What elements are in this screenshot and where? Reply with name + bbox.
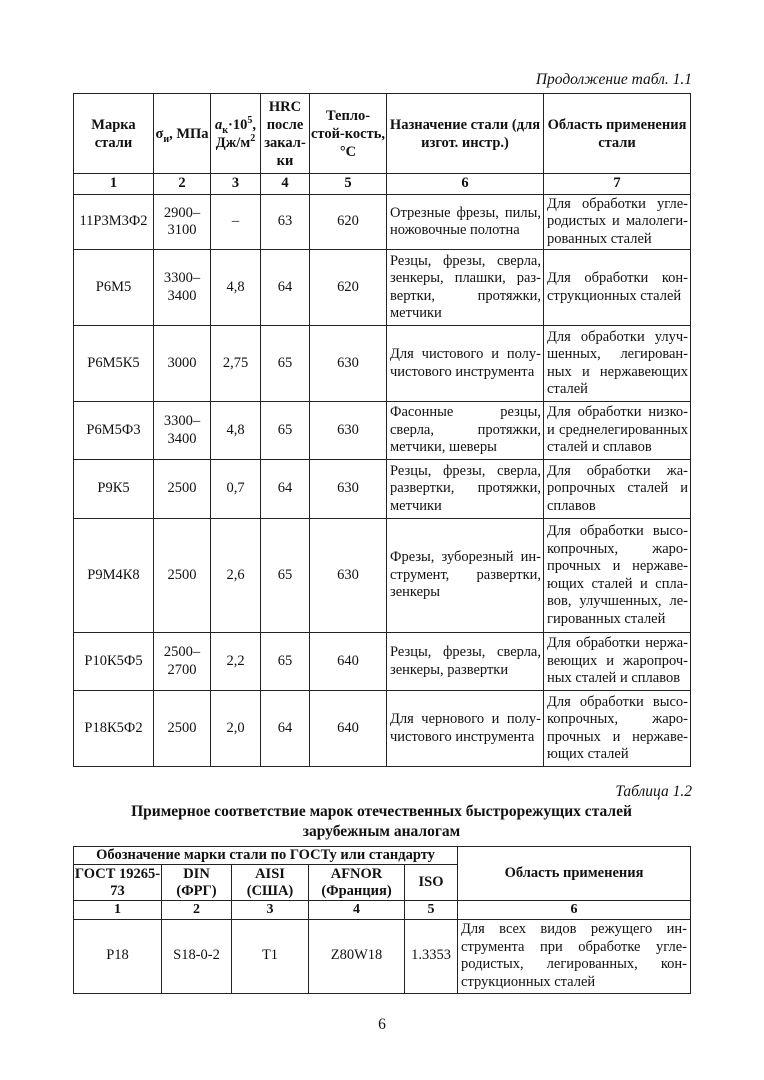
steel-properties-table — [73, 93, 691, 767]
col-number: 1 — [74, 901, 162, 920]
table2-title-line2: зарубежным аналогам — [302, 823, 461, 840]
cell-application: Для обработки кон-струкционных сталей — [544, 250, 691, 326]
table-row — [74, 195, 691, 250]
col-number: 6 — [458, 901, 691, 920]
col-number: 3 — [232, 901, 309, 920]
cell-sigma: 2900–3100 — [154, 195, 211, 250]
cell-heat: 620 — [310, 250, 387, 326]
cell-sigma: 2500–2700 — [154, 633, 211, 691]
cell-purpose: Резцы, фрезы, сверла, зенкеры, развертки — [387, 633, 544, 691]
continuation-label: Продолжение табл. 1.1 — [535, 71, 692, 88]
table-row — [74, 919, 691, 993]
cell-grade: Р18К5Ф2 — [74, 691, 154, 767]
steel-equivalents-table — [73, 846, 691, 994]
cell-hrc: 65 — [261, 519, 310, 633]
cell-sigma: 2500 — [154, 519, 211, 633]
header-sigma: $\sigma_и$, МПа — [154, 94, 211, 174]
header-application: Область применения стали — [544, 94, 691, 174]
cell-purpose: Фасонные резцы, сверла, протяжки, метчики, шеверы — [387, 402, 544, 460]
col-number: 5 — [310, 174, 387, 195]
cell-application: Для обработки низко- и среднелегированных сталей и сплавов — [544, 402, 691, 460]
col-number: 1 — [74, 174, 154, 195]
cell-impact: 2,0 — [211, 691, 261, 767]
header-afnor: AFNOR (Франция) — [309, 865, 405, 901]
cell-purpose: Для чистового и полу-чистового инструмента — [387, 326, 544, 402]
header-din: DIN (ФРГ) — [162, 865, 232, 901]
table-row — [74, 633, 691, 691]
col-number: 5 — [405, 901, 458, 920]
header-impact: $a_к\cdot 10^5$, $Дж/м^2$ — [211, 94, 261, 174]
cell-purpose: Резцы, фрезы, сверла, развертки, протяжки, метчики — [387, 460, 544, 519]
header-heat-resistance: Тепло-стой-кость, °С — [310, 94, 387, 174]
cell-grade: 11Р3М3Ф2 — [74, 195, 154, 250]
cell-impact: 2,75 — [211, 326, 261, 402]
table-row — [74, 402, 691, 460]
cell-afnor: Z80W18 — [309, 919, 405, 993]
cell-grade: Р9М4К8 — [74, 519, 154, 633]
cell-application: Для обработки высо-копрочных, жаро-прочных и нержаве-ющих сталей — [544, 691, 691, 767]
cell-purpose: Отрезные фрезы, пилы, ножовочные полотна — [387, 195, 544, 250]
cell-sigma: 2500 — [154, 691, 211, 767]
cell-hrc: 65 — [261, 402, 310, 460]
col-number: 3 — [211, 174, 261, 195]
cell-heat: 630 — [310, 402, 387, 460]
cell-hrc: 64 — [261, 250, 310, 326]
cell-grade: Р6М5К5 — [74, 326, 154, 402]
cell-heat: 620 — [310, 195, 387, 250]
cell-heat: 640 — [310, 633, 387, 691]
table-row — [74, 519, 691, 633]
table2-column-numbers — [74, 901, 691, 920]
cell-hrc: 64 — [261, 691, 310, 767]
col-number: 7 — [544, 174, 691, 195]
cell-application: Для обработки жа-ропрочных сталей и сплавов — [544, 460, 691, 519]
table-row — [74, 460, 691, 519]
table-row — [74, 326, 691, 402]
cell-application: Для обработки угле-родистых и малолеги-рованных сталей — [544, 195, 691, 250]
cell-hrc: 65 — [261, 633, 310, 691]
cell-grade: Р6М5Ф3 — [74, 402, 154, 460]
cell-iso: 1.3353 — [405, 919, 458, 993]
table-row — [74, 250, 691, 326]
cell-impact: – — [211, 195, 261, 250]
col-number: 6 — [387, 174, 544, 195]
cell-impact: 4,8 — [211, 250, 261, 326]
cell-sigma: 3300–3400 — [154, 402, 211, 460]
cell-sigma: 3000 — [154, 326, 211, 402]
table2-label: Таблица 1.2 — [615, 783, 692, 800]
cell-grade: Р9К5 — [74, 460, 154, 519]
table2-title — [73, 802, 690, 842]
header-standard-group: Обозначение марки стали по ГОСТу или стандарту — [74, 847, 458, 865]
cell-impact: 2,2 — [211, 633, 261, 691]
cell-application: Для обработки улуч-шенных, легирован-ных и нержавеющих сталей — [544, 326, 691, 402]
cell-hrc: 63 — [261, 195, 310, 250]
page-number: 6 — [378, 1016, 386, 1033]
cell-grade: Р10К5Ф5 — [74, 633, 154, 691]
table2-group-header-row — [74, 847, 691, 865]
col-number: 2 — [154, 174, 211, 195]
cell-din: S18-0-2 — [162, 919, 232, 993]
col-number: 4 — [309, 901, 405, 920]
cell-aisi: T1 — [232, 919, 309, 993]
cell-hrc: 64 — [261, 460, 310, 519]
cell-sigma: 3300–3400 — [154, 250, 211, 326]
col-number: 4 — [261, 174, 310, 195]
header-aisi: AISI (США) — [232, 865, 309, 901]
header-gost: ГОСТ 19265-73 — [74, 865, 161, 899]
cell-purpose: Резцы, фрезы, сверла, зенкеры, плашки, раз-вертки, протяжки, метчики — [387, 250, 544, 326]
table1-column-numbers — [74, 174, 691, 195]
col-number: 2 — [162, 901, 232, 920]
cell-impact: 2,6 — [211, 519, 261, 633]
header-application-area: Область применения — [458, 847, 691, 901]
cell-gost: Р18 — [74, 919, 162, 993]
header-purpose: Назначение стали (для изгот. инстр.) — [387, 94, 544, 174]
header-iso: ISO — [405, 865, 458, 901]
cell-hrc: 65 — [261, 326, 310, 402]
table1-header-row — [74, 94, 691, 174]
header-hrc: HRC после закал-ки — [261, 94, 310, 174]
cell-application: Для обработки нержа-веющих и жаропроч-ных сталей и сплавов — [544, 633, 691, 691]
cell-heat: 640 — [310, 691, 387, 767]
table-row — [74, 691, 691, 767]
cell-impact: 4,8 — [211, 402, 261, 460]
cell-heat: 630 — [310, 460, 387, 519]
cell-application: Для всех видов режущего ин-струмента при обработке угле-родистых, легированных, кон-струкционных сталей — [458, 919, 691, 993]
table2-title-line1: Примерное соответствие марок отечественных быстрорежущих сталей — [131, 803, 632, 820]
cell-heat: 630 — [310, 519, 387, 633]
header-grade: Марка стали — [74, 94, 154, 174]
cell-grade: Р6М5 — [74, 250, 154, 326]
cell-purpose: Фрезы, зуборезный ин-струмент, развертки, зенкеры — [387, 519, 544, 633]
cell-purpose: Для чернового и полу-чистового инструмента — [387, 691, 544, 767]
cell-sigma: 2500 — [154, 460, 211, 519]
cell-impact: 0,7 — [211, 460, 261, 519]
cell-application: Для обработки высо-копрочных, жаро-прочных и нержаве-ющих сталей и спла-вов, улучшенных, ле-гированных сталей — [544, 519, 691, 633]
cell-heat: 630 — [310, 326, 387, 402]
